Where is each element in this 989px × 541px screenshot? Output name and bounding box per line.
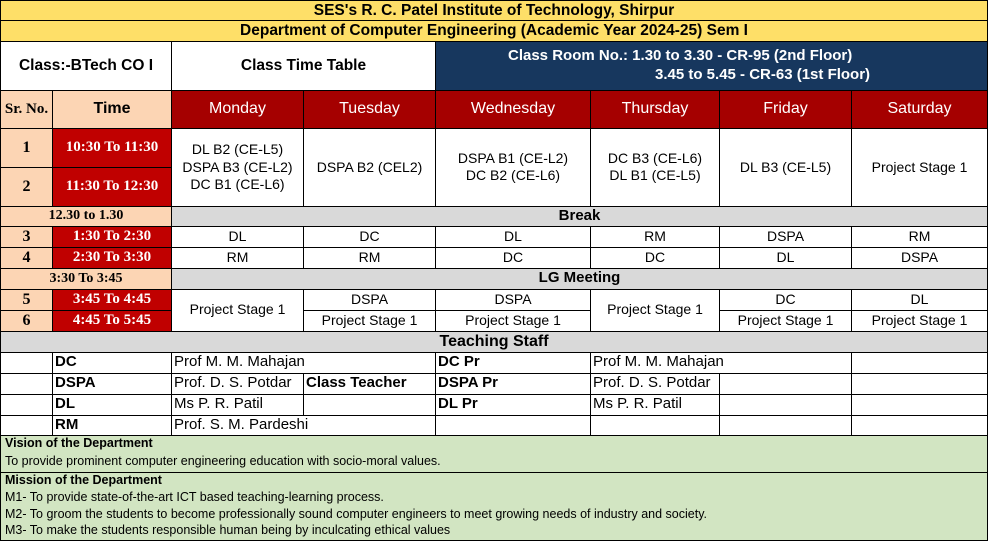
staff-practical-teacher	[591, 415, 720, 435]
vision-text-row	[1, 453, 988, 472]
room-line-1: Class Room No.: 1.30 to 3.30 - CR-95 (2nd Floor)	[508, 47, 853, 64]
institute-title: SES's R. C. Patel Institute of Technology, Shirpur	[1, 1, 988, 21]
staff-practical-teacher: Prof M. M. Mahajan	[591, 352, 852, 373]
schedule-cell: RM	[591, 226, 720, 247]
staff-blank	[1, 373, 53, 394]
mission-m1-row	[1, 489, 988, 506]
sr-2: 2	[1, 167, 53, 206]
staff-practical-teacher: Ms P. R. Patil	[591, 394, 720, 415]
day-header-monday: Monday	[172, 90, 304, 128]
day-header-thursday: Thursday	[591, 90, 720, 128]
day-header-saturday: Saturday	[852, 90, 988, 128]
classroom-info	[436, 41, 988, 90]
staff-blank	[720, 373, 852, 394]
staff-blank	[1, 394, 53, 415]
schedule-entry: DL B1 (CE-L5)	[609, 167, 701, 184]
schedule-entry: DL B2 (CE-L5)	[191, 141, 284, 157]
sr-1: 1	[1, 128, 53, 167]
staff-practical	[436, 415, 591, 435]
department-row	[1, 21, 988, 41]
sr-4: 4	[1, 247, 53, 268]
schedule-cell: Project Stage 1	[436, 310, 591, 331]
mission-title: Mission of the Department	[1, 472, 988, 489]
institute-row	[1, 1, 988, 21]
slot-row-5	[1, 289, 988, 310]
room-line-2: 3.45 to 5.45 - CR-63 (1st Floor)	[655, 65, 871, 83]
staff-teacher: Ms P. R. Patil	[172, 394, 304, 415]
time-slot-2: 11:30 To 12:30	[53, 167, 172, 206]
sr-6: 6	[1, 310, 53, 331]
schedule-entry: DC B1 (CE-L6)	[190, 176, 285, 192]
schedule-cell: RM	[852, 226, 988, 247]
staff-blank	[1, 415, 53, 435]
schedule-cell: Project Stage 1	[720, 310, 852, 331]
class-info-row	[1, 41, 988, 90]
schedule-cell: DSPA	[852, 247, 988, 268]
schedule-cell: DL	[720, 247, 852, 268]
staff-subject: RM	[53, 415, 172, 435]
monday-morning-cell	[172, 128, 304, 206]
staff-subject: DSPA	[53, 373, 172, 394]
staff-blank	[852, 352, 988, 373]
schedule-cell: RM	[304, 247, 436, 268]
schedule-cell: DSPA	[436, 289, 591, 310]
lg-label: LG Meeting	[172, 268, 988, 289]
sr-3: 3	[1, 226, 53, 247]
sr-5: 5	[1, 289, 53, 310]
staff-blank	[1, 352, 53, 373]
staff-teacher: Prof. D. S. Potdar	[172, 373, 304, 394]
time-slot-3: 1:30 To 2:30	[53, 226, 172, 247]
schedule-cell: DSPA	[720, 226, 852, 247]
vision-text: To provide prominent computer engineering education with socio-moral values.	[1, 453, 988, 472]
thursday-morning-cell	[591, 128, 720, 206]
mission-m1: M1- To provide state-of-the-art ICT based teaching-learning process.	[1, 489, 988, 506]
day-header-friday: Friday	[720, 90, 852, 128]
day-header-wednesday: Wednesday	[436, 90, 591, 128]
staff-blank	[304, 394, 436, 415]
schedule-cell: DC	[436, 247, 591, 268]
schedule-cell: Project Stage 1	[304, 310, 436, 331]
mission-m3: M3- To make the students responsible human being by inculcating ethical values	[1, 523, 988, 540]
schedule-cell: DL	[172, 226, 304, 247]
slot-row-1	[1, 128, 988, 167]
staff-practical-teacher: Prof. D. S. Potdar	[591, 373, 720, 394]
staff-practical: DL Pr	[436, 394, 591, 415]
staff-subject: DL	[53, 394, 172, 415]
lg-time: 3:30 To 3:45	[1, 268, 172, 289]
vision-title-row	[1, 435, 988, 453]
staff-blank	[852, 394, 988, 415]
schedule-cell: DSPA	[304, 289, 436, 310]
staff-teacher: Prof M. M. Mahajan	[172, 352, 436, 373]
schedule-cell: DC	[591, 247, 720, 268]
staff-blank	[720, 415, 852, 435]
schedule-entry: DSPA B1 (CE-L2)	[457, 149, 569, 166]
staff-subject: DC	[53, 352, 172, 373]
mission-m2-row	[1, 506, 988, 523]
mission-title-row	[1, 472, 988, 489]
thursday-evening-cell: Project Stage 1	[591, 289, 720, 331]
department-title: Department of Computer Engineering (Academic Year 2024-25) Sem I	[1, 21, 988, 41]
class-label: Class:-BTech CO I	[1, 41, 172, 90]
schedule-entry: DC B2 (CE-L6)	[465, 167, 561, 184]
class-teacher-label: Class Teacher	[304, 373, 436, 394]
teaching-staff-title: Teaching Staff	[1, 331, 988, 352]
staff-blank	[720, 394, 852, 415]
monday-evening-cell: Project Stage 1	[172, 289, 304, 331]
staff-teacher: Prof. S. M. Pardeshi	[172, 415, 436, 435]
break-row	[1, 206, 988, 226]
slot-row-4	[1, 247, 988, 268]
staff-row	[1, 394, 988, 415]
time-slot-6: 4:45 To 5:45	[53, 310, 172, 331]
wednesday-morning-cell	[436, 128, 591, 206]
schedule-cell: DL	[436, 226, 591, 247]
mission-m2: M2- To groom the students to become professionally sound computer engineers to meet growing needs of industry and society.	[1, 506, 988, 523]
schedule-cell: DL	[852, 289, 988, 310]
day-header-row	[1, 90, 988, 128]
staff-practical: DSPA Pr	[436, 373, 591, 394]
staff-row	[1, 352, 988, 373]
staff-title-row	[1, 331, 988, 352]
sr-no-header: Sr. No.	[1, 90, 53, 128]
schedule-cell: DC	[304, 226, 436, 247]
schedule-cell: DC	[720, 289, 852, 310]
schedule-entry: DC B3 (CE-L6)	[607, 149, 703, 166]
staff-practical: DC Pr	[436, 352, 591, 373]
day-header-tuesday: Tuesday	[304, 90, 436, 128]
friday-morning-cell: DL B3 (CE-L5)	[720, 128, 852, 206]
vision-title: Vision of the Department	[1, 435, 988, 453]
staff-blank	[852, 373, 988, 394]
time-slot-1: 10:30 To 11:30	[53, 128, 172, 167]
schedule-cell: RM	[172, 247, 304, 268]
time-slot-4: 2:30 To 3:30	[53, 247, 172, 268]
time-header: Time	[53, 90, 172, 128]
slot-row-6	[1, 310, 988, 331]
break-label: Break	[172, 206, 988, 226]
mission-m3-row	[1, 523, 988, 540]
staff-blank	[852, 415, 988, 435]
saturday-morning-cell: Project Stage 1	[852, 128, 988, 206]
lg-meeting-row	[1, 268, 988, 289]
tuesday-morning-cell: DSPA B2 (CEL2)	[304, 128, 436, 206]
schedule-entry: DSPA B3 (CE-L2)	[182, 158, 293, 175]
slot-row-3	[1, 226, 988, 247]
break-time: 12.30 to 1.30	[1, 206, 172, 226]
staff-row	[1, 415, 988, 435]
table-title: Class Time Table	[172, 41, 436, 90]
time-slot-5: 3:45 To 4:45	[53, 289, 172, 310]
schedule-cell: Project Stage 1	[852, 310, 988, 331]
staff-row	[1, 373, 988, 394]
